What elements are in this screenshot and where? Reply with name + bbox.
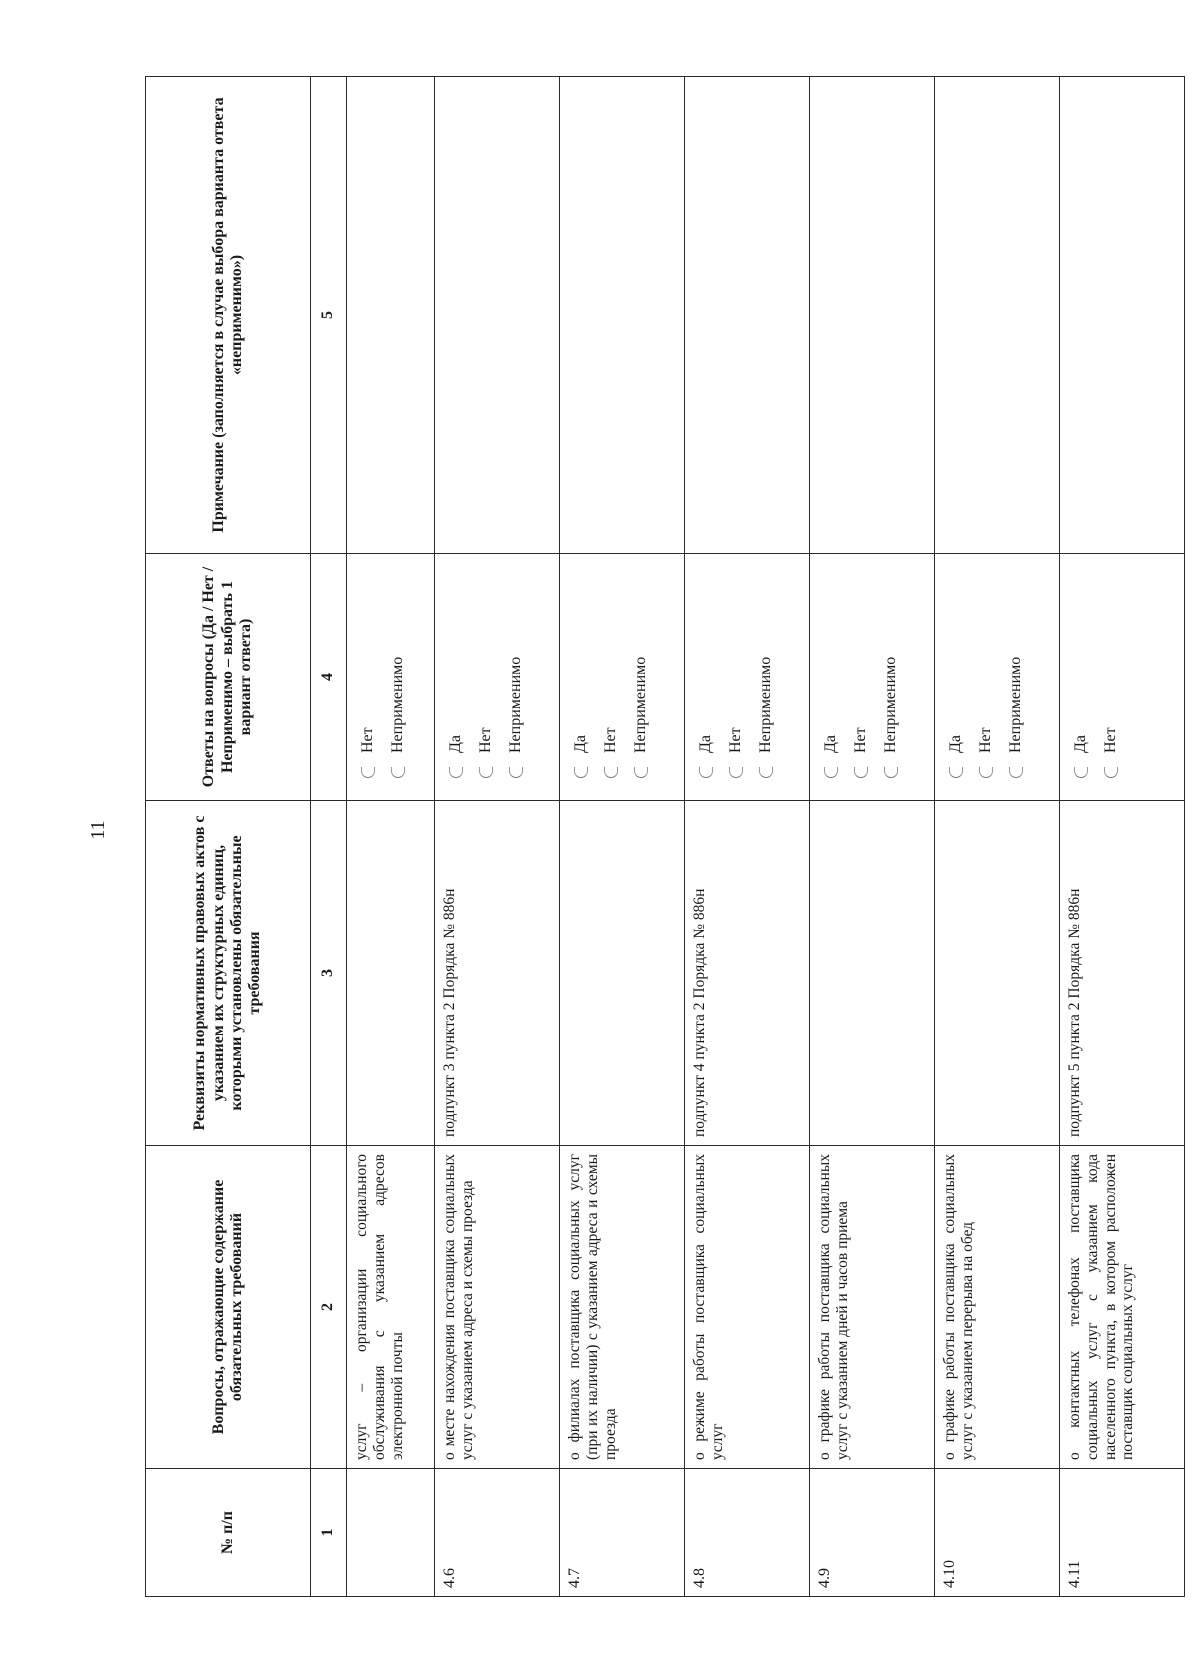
answer-label: Да [696,734,714,753]
row-answers [810,554,935,801]
answer-label: Неприменимо [756,656,774,753]
row-question: о филиалах поставщика социальных услуг (при их наличии) с указанием адреса и схемы проезда [560,1146,685,1469]
radio-icon[interactable] [479,767,493,778]
answer-option[interactable] [626,562,656,782]
answer-label: Да [821,734,839,753]
answer-option[interactable] [471,562,501,782]
radio-icon[interactable] [759,767,773,778]
answer-option[interactable] [941,562,971,782]
row-number: 4.6 [435,1469,560,1597]
radio-icon[interactable] [729,767,743,778]
checklist-sheet [145,77,1137,1597]
row-question: о контактных телефонах поставщика социальных услуг с указанием кода населенного пункта, в котором расположен поставщик социальных услуг [1060,1146,1185,1469]
answer-label: Нет [358,727,376,753]
row-answers [935,554,1060,801]
answer-option[interactable] [501,562,531,782]
answer-option[interactable] [596,562,626,782]
row-number: 4.7 [560,1469,685,1597]
row-number: 4.11 [1060,1469,1185,1597]
answer-option[interactable] [1001,562,1031,782]
answer-option[interactable] [353,562,383,782]
table-body [347,77,1185,1597]
answer-label: Да [571,734,589,753]
answer-option[interactable] [751,562,781,782]
answer-option[interactable] [971,562,1001,782]
table-row [560,77,685,1597]
answer-label: Нет [476,727,494,753]
radio-icon[interactable] [391,767,405,778]
row-requisites [560,801,685,1146]
radio-icon[interactable] [884,767,898,778]
answer-option[interactable] [721,562,751,782]
page-number: 11 [87,820,109,840]
table-row [347,77,435,1597]
answer-label: Неприменимо [388,656,406,753]
answer-label: Да [446,734,464,753]
answer-label: Да [1071,734,1089,753]
header-requisites: Реквизиты нормативных правовых актов с указанием их структурных единиц, которыми установлены обязательные требования [146,801,311,1146]
table-row [935,77,1060,1597]
row-requisites: подпункт 3 пункта 2 Порядка № 886н [435,801,560,1146]
row-question: о месте нахождения поставщика социальных услуг с указанием адреса и схемы проезда [435,1146,560,1469]
row-note[interactable] [560,77,685,554]
checklist-table [145,76,1185,1597]
answer-option[interactable] [383,562,413,782]
answer-option[interactable] [1096,562,1126,782]
answer-label: Нет [1101,727,1119,753]
radio-icon[interactable] [1074,767,1088,778]
radio-icon[interactable] [824,767,838,778]
column-index: 1 [311,1469,347,1597]
row-answers [1060,554,1185,801]
radio-icon[interactable] [634,767,648,778]
radio-icon[interactable] [574,767,588,778]
answer-option[interactable] [441,562,471,782]
answer-label: Нет [726,727,744,753]
answer-option[interactable] [846,562,876,782]
table-row [810,77,935,1597]
header-answers: Ответы на вопросы (Да / Нет / Неприменимо – выбрать 1 вариант ответа) [146,554,311,801]
row-answers [685,554,810,801]
radio-icon[interactable] [1009,767,1023,778]
radio-icon[interactable] [949,767,963,778]
table-row [1060,77,1185,1597]
answer-label: Нет [851,727,869,753]
row-note[interactable] [685,77,810,554]
table-row [685,77,810,1597]
column-index: 3 [311,801,347,1146]
table-row [435,77,560,1597]
row-note[interactable] [435,77,560,554]
radio-icon[interactable] [979,767,993,778]
answer-option[interactable] [1066,562,1096,782]
column-index: 5 [311,77,347,554]
row-number: 4.8 [685,1469,810,1597]
row-requisites [810,801,935,1146]
answer-option[interactable] [876,562,906,782]
row-question: услуг – организации социального обслуживания с указанием адресов электронной почты [347,1146,435,1469]
row-requisites: подпункт 5 пункта 2 Порядка № 886н [1060,801,1185,1146]
answer-label: Неприменимо [506,656,524,753]
answer-label: Неприменимо [631,656,649,753]
answer-label: Да [946,734,964,753]
column-index: 4 [311,554,347,801]
row-question: о графике работы поставщика социальных услуг с указанием дней и часов приема [810,1146,935,1469]
row-question: о режиме работы поставщика социальных услуг [685,1146,810,1469]
answer-option[interactable] [691,562,721,782]
radio-icon[interactable] [361,767,375,778]
row-note[interactable] [1060,77,1185,554]
answer-label: Нет [976,727,994,753]
row-answers [435,554,560,801]
answer-option[interactable] [566,562,596,782]
answer-label: Неприменимо [1006,656,1024,753]
answer-label: Неприменимо [881,656,899,753]
row-number [347,1469,435,1597]
radio-icon[interactable] [699,767,713,778]
row-answers [347,554,435,801]
radio-icon[interactable] [1104,767,1118,778]
radio-icon[interactable] [854,767,868,778]
table-header-row [146,77,311,1597]
row-answers [560,554,685,801]
row-note[interactable] [935,77,1060,554]
header-num: № п/п [146,1469,311,1597]
row-number: 4.10 [935,1469,1060,1597]
row-note[interactable] [347,77,435,554]
row-requisites [935,801,1060,1146]
column-index-row [311,77,347,1597]
row-note[interactable] [810,77,935,554]
header-note: Примечание (заполняется в случае выбора варианта ответа «неприменимо») [146,77,311,554]
row-number: 4.9 [810,1469,935,1597]
radio-icon[interactable] [449,767,463,778]
answer-label: Нет [601,727,619,753]
radio-icon[interactable] [604,767,618,778]
row-question: о графике работы поставщика социальных услуг с указанием перерыва на обед [935,1146,1060,1469]
answer-option[interactable] [816,562,846,782]
header-question: Вопросы, отражающие содержание обязательных требований [146,1146,311,1469]
column-index: 2 [311,1146,347,1469]
row-requisites [347,801,435,1146]
radio-icon[interactable] [509,767,523,778]
row-requisites: подпункт 4 пункта 2 Порядка № 886н [685,801,810,1146]
